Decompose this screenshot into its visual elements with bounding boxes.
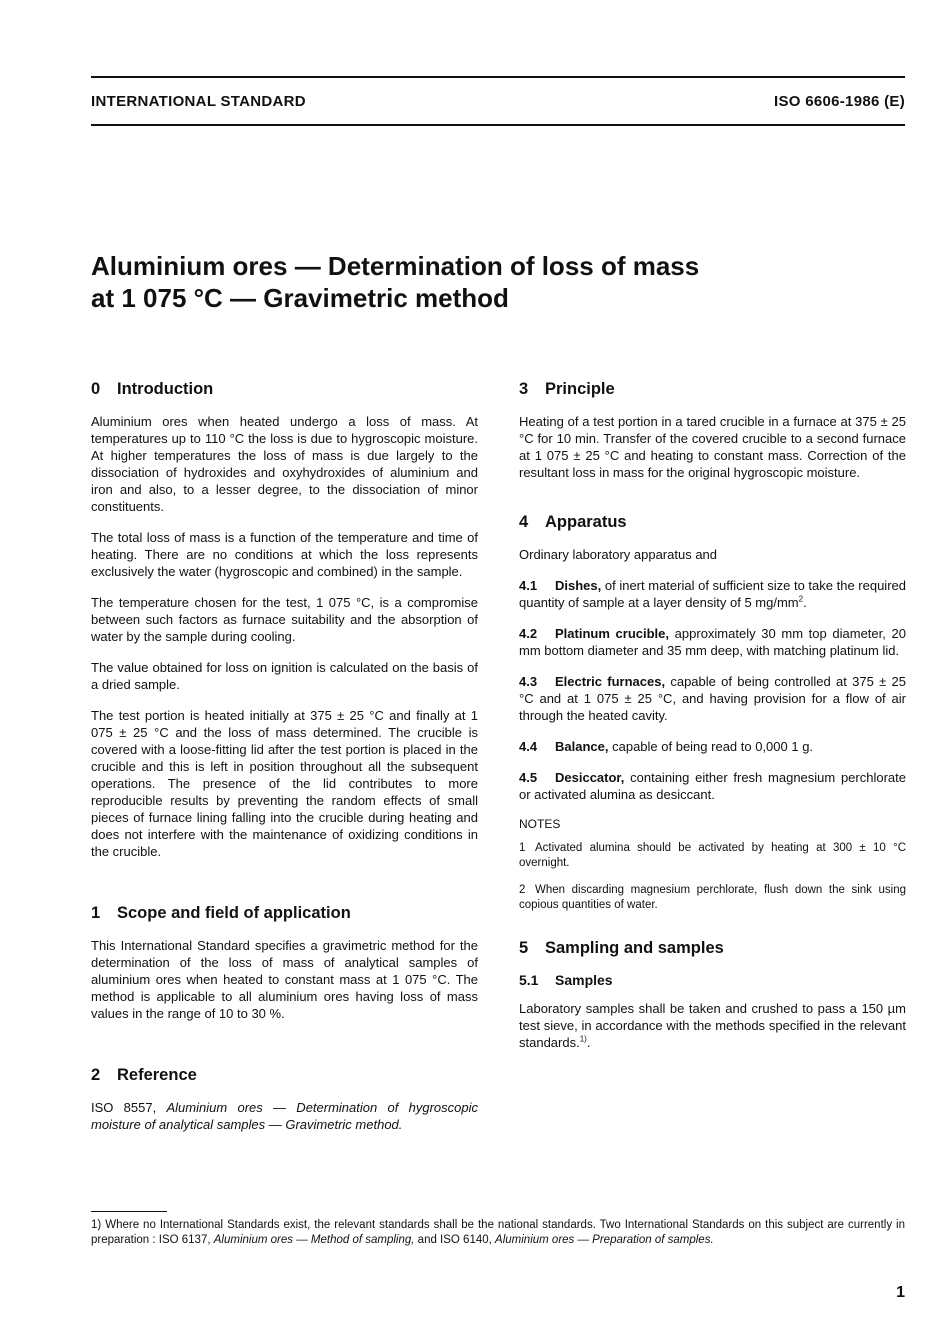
paragraph-tail: . xyxy=(586,1035,591,1050)
section-heading xyxy=(91,1066,478,1085)
header-left: INTERNATIONAL STANDARD xyxy=(91,93,306,110)
reference-entry xyxy=(91,1099,478,1133)
subsection-title: Samples xyxy=(555,972,613,988)
item-term: Dishes, xyxy=(555,578,602,593)
section-heading xyxy=(91,380,478,399)
subsection-number: 5.1 xyxy=(519,972,539,988)
section-heading xyxy=(519,939,906,958)
paragraph: The temperature chosen for the test, 1 075 °C, is a compromise between such factors as furnace suitability and the absorption of water by the sample during cooling. xyxy=(91,595,478,644)
apparatus-item xyxy=(519,673,906,724)
title-line-1: Aluminium ores — Determination of loss of mass xyxy=(91,251,700,281)
item-text: capable of being controlled at 375 ± 25 °C and at 1 075 ± 25 °C, and having provision for a flow of air through the heated cavity. xyxy=(519,674,906,723)
section-principle xyxy=(519,380,906,481)
item-tail: . xyxy=(803,595,807,610)
section-title: Principle xyxy=(545,380,615,398)
paragraph xyxy=(519,1000,906,1051)
section-title: Apparatus xyxy=(545,513,627,531)
section-heading xyxy=(519,513,906,532)
item-number: 4.5 xyxy=(519,770,538,785)
apparatus-item xyxy=(519,625,906,659)
section-number: 0 xyxy=(91,380,101,398)
item-text: of inert material of sufficient size to take the required quantity of sample at a layer density of 5 mg/mm xyxy=(519,578,906,610)
section-sampling xyxy=(519,939,906,1051)
item-number: 4.1 xyxy=(519,578,538,593)
header-rule xyxy=(91,124,905,126)
footnote-rule xyxy=(91,1211,167,1212)
note-number: 1 xyxy=(519,842,526,854)
document-title xyxy=(91,250,911,314)
page-number: 1 xyxy=(896,1284,905,1301)
section-number: 2 xyxy=(91,1066,101,1084)
top-rule xyxy=(91,76,905,78)
note xyxy=(519,883,906,913)
item-number: 4.3 xyxy=(519,674,538,689)
apparatus-item xyxy=(519,577,906,611)
footnote-text: Where no International Standards exist, the relevant standards shall be the national standards. Two International Standards on this subject are currently in preparation : ISO 6137, xyxy=(91,1219,906,1246)
section-heading xyxy=(519,380,906,399)
section-heading xyxy=(91,904,478,923)
note-text: Activated alumina should be activated by heating at 300 ± 10 °C overnight. xyxy=(519,842,906,869)
section-title: Reference xyxy=(117,1066,197,1084)
right-column xyxy=(519,380,906,1065)
item-term: Desiccator, xyxy=(555,770,625,785)
section-number: 3 xyxy=(519,380,529,398)
apparatus-item xyxy=(519,738,906,755)
item-term: Platinum crucible, xyxy=(555,626,670,641)
section-number: 1 xyxy=(91,904,101,922)
left-column xyxy=(91,380,478,1147)
paragraph: The total loss of mass is a function of the temperature and time of heating. There are no conditions at which the loss represents exclusively the water (hygroscopic and combined) in the sample. xyxy=(91,530,478,579)
paragraph: The test portion is heated initially at 375 ± 25 °C and finally at 1 075 ± 25 °C and the loss of mass determined. The crucible is covered with a loose-fitting lid after the test portion is placed in the crucible and this is left in position throughout all the subsequent operations. The presence of the lid contributes to more reproducible results by preventing the random effects of small pieces of furnace lining falling into the crucible during heating and does not interfere with the maintenance of oxidizing conditions in the crucible. xyxy=(91,708,478,859)
section-reference xyxy=(91,1066,478,1133)
section-title: Introduction xyxy=(117,380,214,398)
section-title: Scope and field of application xyxy=(117,904,351,922)
item-term: Electric furnaces, xyxy=(555,674,666,689)
section-number: 5 xyxy=(519,939,529,957)
subsection-heading xyxy=(519,972,906,988)
item-number: 4.2 xyxy=(519,626,538,641)
footnote-italic: Aluminium ores — Preparation of samples. xyxy=(495,1234,714,1246)
note-text: When discarding magnesium perchlorate, flush down the sink using copious quantities of water. xyxy=(519,884,906,911)
reference-code: ISO 8557, xyxy=(91,1100,157,1115)
paragraph: Aluminium ores when heated undergo a loss of mass. At temperatures up to 110 °C the loss is due to hygroscopic moisture. At higher temperatures the loss of mass is due largely to the dissociation of hydroxides and oxyhydroxides of aluminium and iron and also, to a lesser degree, to the dissociation of minor constituents. xyxy=(91,414,478,514)
item-text: capable of being read to 0,000 1 g. xyxy=(612,739,814,754)
note-number: 2 xyxy=(519,884,526,896)
paragraph: Heating of a test portion in a tared crucible in a furnace at 375 ± 25 °C for 10 min. Transfer of the covered crucible to a second furnace at 1 075 ± 25 °C and heating to constant mass. Correction of the resultant loss in mass for the original hygroscopic moisture. xyxy=(519,414,906,480)
section-scope xyxy=(91,904,478,1022)
paragraph: This International Standard specifies a gravimetric method for the determination of the loss of mass of analytical samples of aluminium ores when heated to constant mass at 1 075 °C. The method is applicable to all aluminium ores having loss of mass values in the range of 10 to 30 %. xyxy=(91,938,478,1021)
footnote-mark: 1) xyxy=(91,1219,102,1231)
footnote xyxy=(91,1218,905,1248)
reference-title: Aluminium ores — Determination of hygroscopic moisture of analytical samples — Gravimetric method. xyxy=(91,1100,478,1132)
footnote-text: and ISO 6140, xyxy=(417,1234,492,1246)
superscript: 2 xyxy=(798,594,804,604)
item-term: Balance, xyxy=(555,739,609,754)
paragraph-text: Laboratory samples shall be taken and crushed to pass a 150 µm test sieve, in accordance with the methods specified in the relevant standards. xyxy=(519,1001,906,1050)
note xyxy=(519,841,906,871)
section-apparatus xyxy=(519,513,906,913)
footnote-ref: 1) xyxy=(579,1034,587,1044)
apparatus-item xyxy=(519,769,906,803)
title-line-2: at 1 075 °C — Gravimetric method xyxy=(91,283,509,313)
item-number: 4.4 xyxy=(519,739,538,754)
section-introduction xyxy=(91,380,478,860)
section-number: 4 xyxy=(519,513,529,531)
paragraph: Ordinary laboratory apparatus and xyxy=(519,547,718,562)
notes-heading: NOTES xyxy=(519,817,561,831)
paragraph: The value obtained for loss on ignition is calculated on the basis of a dried sample. xyxy=(91,660,478,692)
footnote-italic: Aluminium ores — Method of sampling, xyxy=(213,1234,415,1246)
section-title: Sampling and samples xyxy=(545,939,724,957)
item-text: containing either fresh magnesium perchlorate or activated alumina as desiccant. xyxy=(519,770,906,802)
header-right: ISO 6606-1986 (E) xyxy=(773,93,905,110)
item-text: approximately 30 mm top diameter, 20 mm bottom diameter and 35 mm deep, with matching platinum lid. xyxy=(519,626,906,658)
